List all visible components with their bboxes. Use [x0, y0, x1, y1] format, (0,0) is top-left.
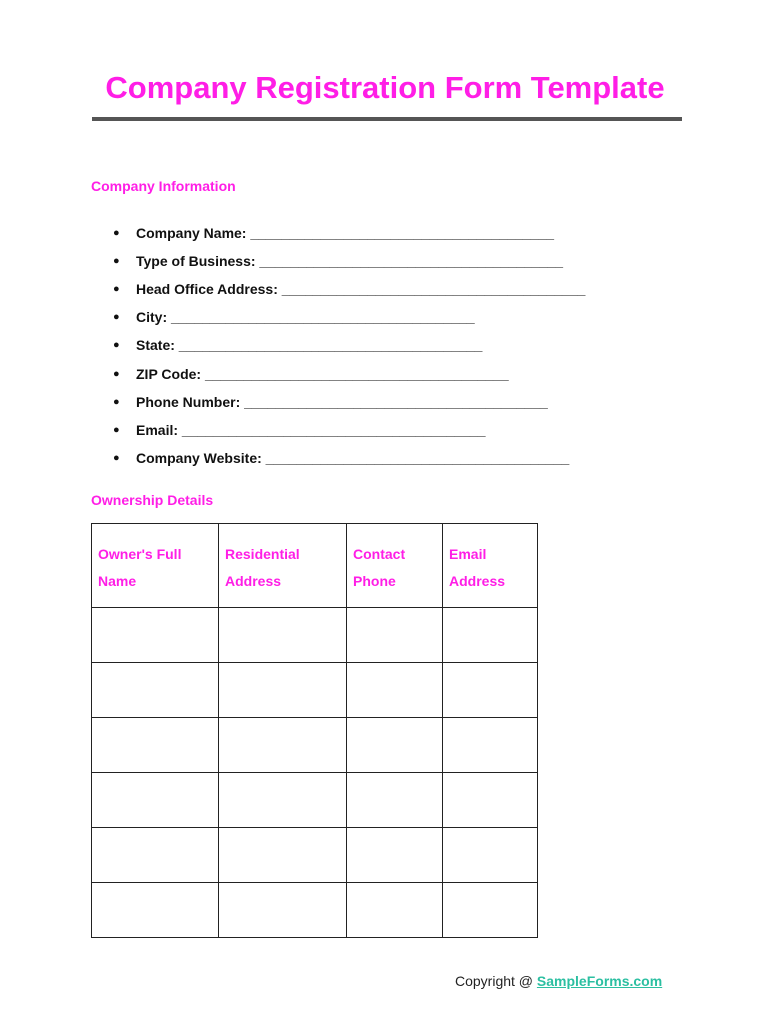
- table-cell[interactable]: [92, 773, 219, 828]
- table-cell[interactable]: [443, 828, 538, 883]
- table-cell[interactable]: [443, 608, 538, 663]
- field-label: City: _______________________________________: [136, 309, 475, 326]
- field-label: Email: _______________________________________: [136, 421, 486, 438]
- table-row: [92, 773, 538, 828]
- column-header: Email Address: [443, 524, 538, 608]
- table-cell[interactable]: [92, 828, 219, 883]
- table-cell[interactable]: [219, 773, 347, 828]
- table-row: [92, 608, 538, 663]
- field-head-office-address[interactable]: [113, 275, 585, 303]
- ownership-table: [91, 523, 538, 938]
- field-label: Company Name: _______________________________________: [136, 225, 555, 242]
- table-row: [92, 828, 538, 883]
- field-type-of-business[interactable]: [113, 247, 585, 275]
- field-state[interactable]: [113, 331, 585, 359]
- table-cell[interactable]: [443, 663, 538, 718]
- table-cell[interactable]: [347, 773, 443, 828]
- page-title: Company Registration Form Template: [105, 70, 665, 105]
- table-row: [92, 718, 538, 773]
- table-cell[interactable]: [219, 608, 347, 663]
- table-cell[interactable]: [92, 883, 219, 938]
- field-zip-code[interactable]: [113, 359, 585, 387]
- table-cell[interactable]: [443, 773, 538, 828]
- table-row: [92, 663, 538, 718]
- column-header: Residential Address: [219, 524, 347, 608]
- bullet-icon: ●: [113, 339, 120, 352]
- bullet-icon: ●: [113, 423, 120, 436]
- table-cell[interactable]: [443, 718, 538, 773]
- field-label: Type of Business: _______________________________________: [136, 253, 564, 270]
- table-cell[interactable]: [219, 663, 347, 718]
- bullet-icon: ●: [113, 227, 120, 240]
- table-cell[interactable]: [443, 883, 538, 938]
- copyright-text: Copyright @: [455, 973, 537, 989]
- bullet-icon: ●: [113, 395, 120, 408]
- column-header: Owner's Full Name: [92, 524, 219, 608]
- bullet-icon: ●: [113, 283, 120, 296]
- title-divider: [92, 117, 682, 121]
- ownership-heading: Ownership Details: [91, 492, 214, 508]
- table-cell[interactable]: [219, 718, 347, 773]
- field-company-website[interactable]: [113, 444, 585, 472]
- column-header: Contact Phone: [347, 524, 443, 608]
- table-row: [92, 883, 538, 938]
- table-cell[interactable]: [92, 608, 219, 663]
- table-cell[interactable]: [219, 883, 347, 938]
- table-cell[interactable]: [347, 828, 443, 883]
- field-city[interactable]: [113, 303, 585, 331]
- company-info-heading: Company Information: [91, 178, 236, 194]
- field-company-name[interactable]: [113, 219, 585, 247]
- table-header-row: [92, 524, 538, 608]
- table-cell[interactable]: [92, 663, 219, 718]
- field-label: Company Website: _______________________________________: [136, 449, 570, 466]
- table-cell[interactable]: [347, 718, 443, 773]
- field-email[interactable]: [113, 416, 585, 444]
- table-cell[interactable]: [347, 883, 443, 938]
- brand-link[interactable]: SampleForms.com: [536, 973, 663, 989]
- bullet-icon: ●: [113, 255, 120, 268]
- company-info-fields: [113, 219, 585, 472]
- field-label: Phone Number: _______________________________________: [136, 393, 548, 410]
- field-label: ZIP Code: _______________________________________: [136, 365, 509, 382]
- field-label: State: _______________________________________: [136, 337, 483, 354]
- bullet-icon: ●: [113, 367, 120, 380]
- table-cell[interactable]: [347, 663, 443, 718]
- copyright-footer: [455, 973, 662, 989]
- field-phone-number[interactable]: [113, 388, 585, 416]
- field-label: Head Office Address: _______________________________________: [136, 281, 586, 298]
- table-cell[interactable]: [92, 718, 219, 773]
- bullet-icon: ●: [113, 451, 120, 464]
- table-cell[interactable]: [219, 828, 347, 883]
- bullet-icon: ●: [113, 311, 120, 324]
- table-cell[interactable]: [347, 608, 443, 663]
